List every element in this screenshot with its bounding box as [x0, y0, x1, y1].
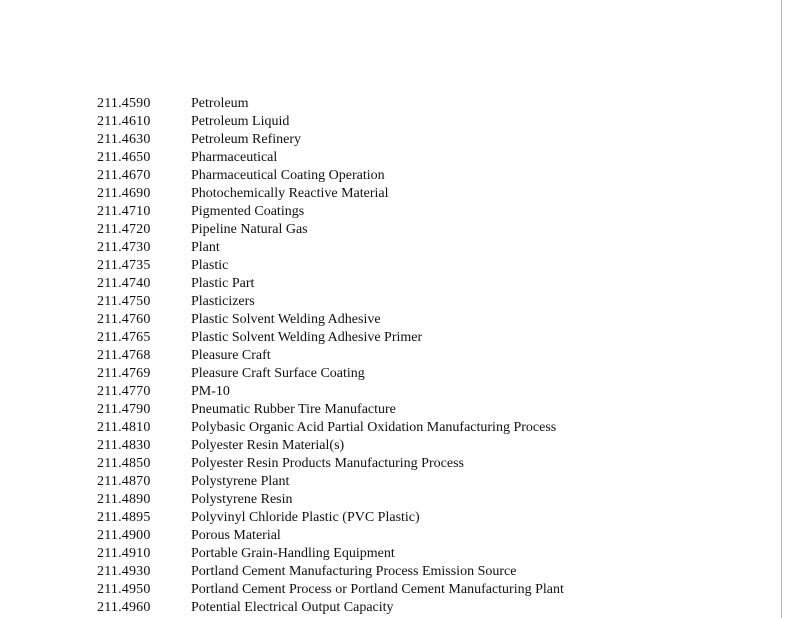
- defined-term: Photochemically Reactive Material: [191, 186, 389, 201]
- defined-term: PM-10: [191, 384, 230, 399]
- section-number: 211.4750: [97, 294, 151, 309]
- defined-term: Pleasure Craft Surface Coating: [191, 366, 365, 381]
- defined-term: Portable Grain-Handling Equipment: [191, 546, 395, 561]
- list-item: [97, 437, 777, 455]
- defined-term: Polyester Resin Products Manufacturing Process: [191, 456, 464, 471]
- section-number: 211.4830: [97, 438, 151, 453]
- list-item: [97, 293, 777, 311]
- section-number: 211.4740: [97, 276, 151, 291]
- list-item: [97, 257, 777, 275]
- section-number: 211.4610: [97, 114, 151, 129]
- defined-term: Plastic Solvent Welding Adhesive: [191, 312, 381, 327]
- defined-term: Porous Material: [191, 528, 281, 543]
- list-item: [97, 527, 777, 545]
- defined-term: Plastic: [191, 258, 229, 273]
- list-item: [97, 329, 777, 347]
- defined-term: Polybasic Organic Acid Partial Oxidation Manufacturing Process: [191, 420, 557, 435]
- section-number: 211.4930: [97, 564, 151, 579]
- defined-term: Plasticizers: [191, 294, 255, 309]
- defined-term: Petroleum: [191, 96, 249, 111]
- section-number: 211.4760: [97, 312, 151, 327]
- defined-term: Pipeline Natural Gas: [191, 222, 308, 237]
- section-number: 211.4710: [97, 204, 151, 219]
- defined-term: Pharmaceutical: [191, 150, 278, 165]
- list-item: [97, 113, 777, 131]
- list-item: [97, 185, 777, 203]
- defined-term: Plastic Part: [191, 276, 255, 291]
- section-number: 211.4730: [97, 240, 151, 255]
- section-number: 211.4769: [97, 366, 151, 381]
- list-item: [97, 581, 777, 599]
- list-item: [97, 95, 777, 113]
- section-number: 211.4670: [97, 168, 151, 183]
- page-edge-line: [781, 0, 782, 618]
- list-item: [97, 509, 777, 527]
- section-number: 211.4765: [97, 330, 151, 345]
- defined-term: Plant: [191, 240, 220, 255]
- list-item: [97, 401, 777, 419]
- section-number: 211.4790: [97, 402, 151, 417]
- defined-term: Polystyrene Plant: [191, 474, 290, 489]
- defined-term: Pleasure Craft: [191, 348, 271, 363]
- section-number: 211.4810: [97, 420, 151, 435]
- defined-term: Plastic Solvent Welding Adhesive Primer: [191, 330, 423, 345]
- section-number: 211.4650: [97, 150, 151, 165]
- defined-term: Polystyrene Resin: [191, 492, 293, 507]
- definitions-list: [97, 95, 777, 617]
- section-number: 211.4900: [97, 528, 151, 543]
- defined-term: Petroleum Liquid: [191, 114, 290, 129]
- section-number: 211.4850: [97, 456, 151, 471]
- list-item: [97, 311, 777, 329]
- list-item: [97, 203, 777, 221]
- defined-term: Polyester Resin Material(s): [191, 438, 345, 453]
- defined-term: Petroleum Refinery: [191, 132, 302, 147]
- list-item: [97, 419, 777, 437]
- list-item: [97, 347, 777, 365]
- list-item: [97, 167, 777, 185]
- section-number: 211.4870: [97, 474, 151, 489]
- list-item: [97, 131, 777, 149]
- list-item: [97, 275, 777, 293]
- defined-term: Pigmented Coatings: [191, 204, 305, 219]
- section-number: 211.4690: [97, 186, 151, 201]
- list-item: [97, 221, 777, 239]
- section-number: 211.4950: [97, 582, 151, 597]
- section-number: 211.4630: [97, 132, 151, 147]
- list-item: [97, 455, 777, 473]
- defined-term: Portland Cement Process or Portland Cement Manufacturing Plant: [191, 582, 564, 597]
- list-item: [97, 149, 777, 167]
- section-number: 211.4735: [97, 258, 151, 273]
- list-item: [97, 545, 777, 563]
- section-number: 211.4720: [97, 222, 151, 237]
- list-item: [97, 563, 777, 581]
- section-number: 211.4768: [97, 348, 151, 363]
- section-number: 211.4890: [97, 492, 151, 507]
- section-number: 211.4770: [97, 384, 151, 399]
- list-item: [97, 365, 777, 383]
- defined-term: Portland Cement Manufacturing Process Emission Source: [191, 564, 517, 579]
- section-number: 211.4590: [97, 96, 151, 111]
- list-item: [97, 473, 777, 491]
- defined-term: Potential Electrical Output Capacity: [191, 600, 394, 615]
- section-number: 211.4960: [97, 600, 151, 615]
- list-item: [97, 239, 777, 257]
- list-item: [97, 491, 777, 509]
- defined-term: Pneumatic Rubber Tire Manufacture: [191, 402, 396, 417]
- defined-term: Pharmaceutical Coating Operation: [191, 168, 385, 183]
- list-item: [97, 383, 777, 401]
- defined-term: Polyvinyl Chloride Plastic (PVC Plastic): [191, 510, 420, 525]
- list-item: [97, 599, 777, 617]
- section-number: 211.4895: [97, 510, 151, 525]
- section-number: 211.4910: [97, 546, 151, 561]
